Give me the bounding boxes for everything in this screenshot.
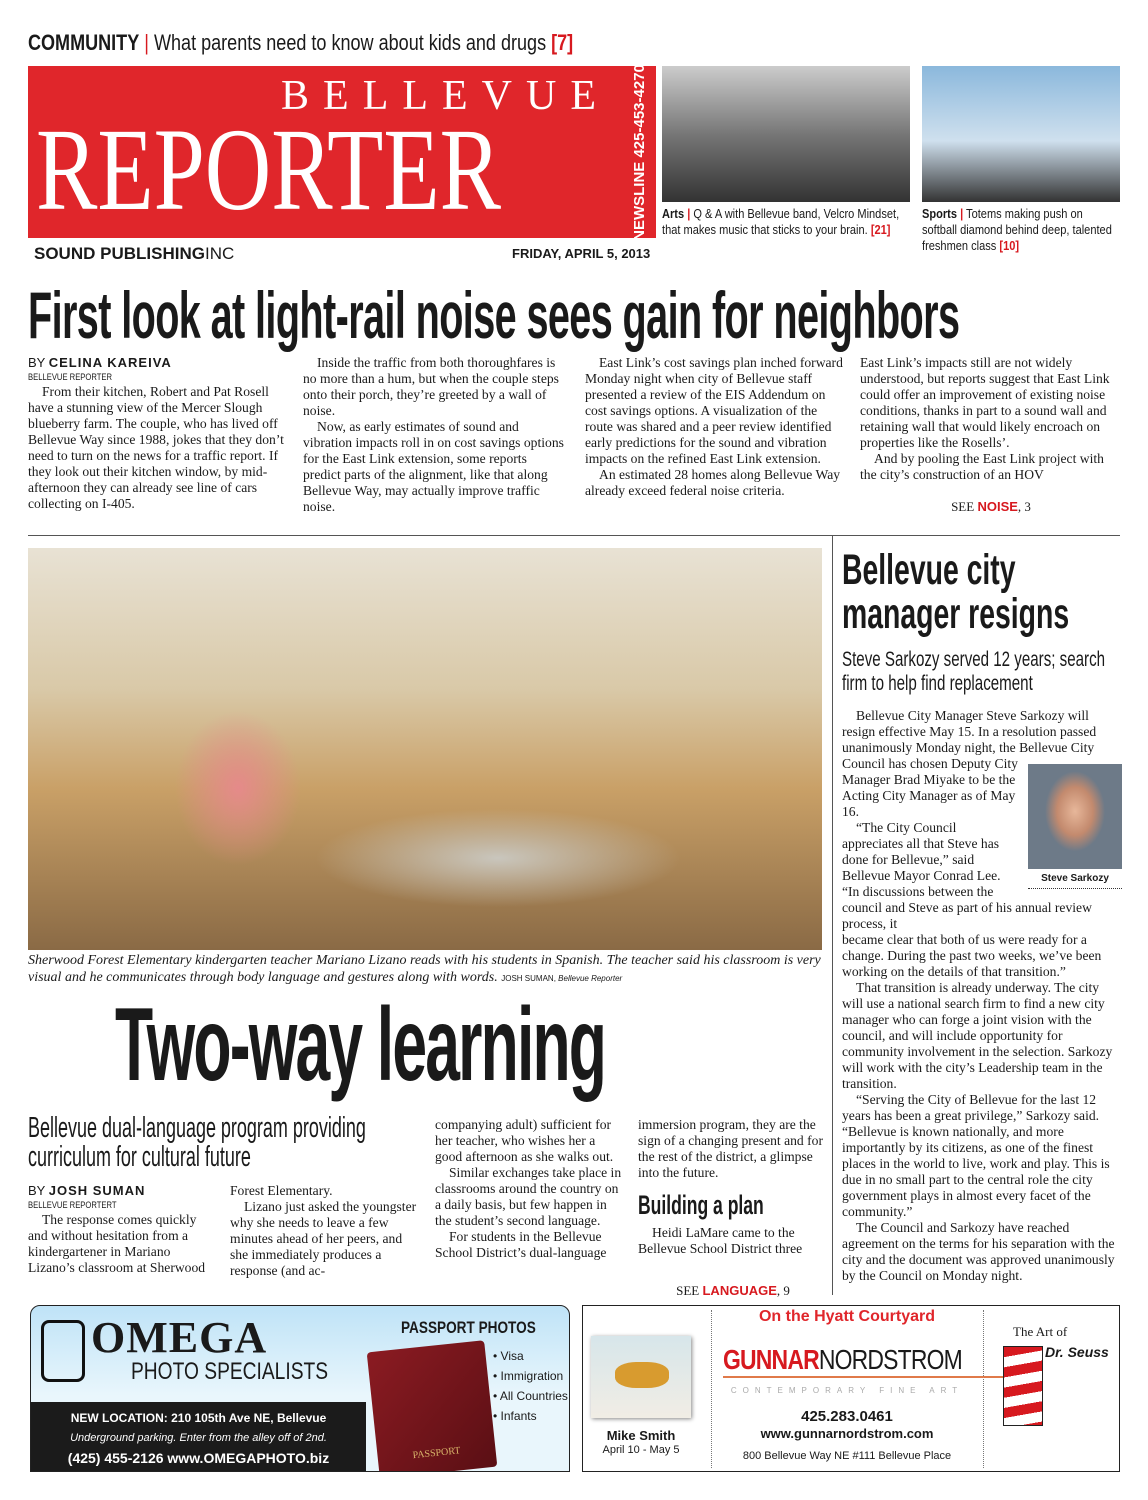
- horse-painting: [591, 1336, 691, 1418]
- publisher: SOUND PUBLISHINGINC: [34, 244, 235, 263]
- lead-headline[interactable]: First look at light-rail noise sees gain for neighbors: [28, 278, 960, 352]
- sports-promo-photo[interactable]: [922, 66, 1120, 202]
- omega-contact: NEW LOCATION: 210 105th Ave NE, Bellevue Underground parking. Enter from the alley off of 2nd. (425) 455-2126 www.OMEGAPHOTO.biz: [31, 1402, 366, 1472]
- masthead: [28, 63, 656, 241]
- classroom-photo[interactable]: [28, 548, 822, 950]
- lead-col-1: BY CELINA KAREIVA BELLEVUE REPORTER From their kitchen, Robert and Pat Rosell have a stunning view of the Mercer Slough blueberry farm. The couple, who has lived off Bellevue Way since 1988, jokes that they don’t need to turn on the news for a traffic report. If they look out their kitchen window, by mid-afternoon they can already see line of cars collecting on I-405.: [28, 355, 284, 511]
- omega-name: OMEGA: [91, 1313, 268, 1362]
- building-a-plan-heading: Building a plan: [638, 1190, 764, 1220]
- lead-author: CELINA KAREIVA: [48, 355, 172, 370]
- omega-services: • Visa • Immigration • All Countries • Infants: [493, 1349, 568, 1423]
- photo-caption: Sherwood Forest Elementary kindergarten teacher Mariano Lizano reads with his students in Spanish. The teacher said his classroom is very visual and he communicates through body language and gestures along with words. JOSH SUMAN, Bellevue Reporter: [28, 953, 821, 985]
- gunnar-ad[interactable]: Mike Smith April 10 - May 5 On the Hyatt Courtyard GUNNARNORDSTROM CONTEMPORARY FINE ART 425.283.0461 www.gunnarnordstrom.com 800 Bellevue Way NE #111 Bellevue Place The Art of Dr. Seuss: [582, 1305, 1120, 1472]
- camera-logo-icon: [41, 1320, 85, 1382]
- arts-promo-photo[interactable]: [662, 66, 910, 202]
- teaser-sep: |: [144, 30, 149, 55]
- sarkozy-photo-block: Steve Sarkozy: [1028, 764, 1122, 889]
- omega-ad[interactable]: OMEGA PHOTO SPECIALISTS PASSPORT PHOTOS NEW LOCATION: 210 105th Ave NE, Bellevue Underground parking. Enter from the alley off of 2nd. (425) 455-2126 www.OMEGAPHOTO.biz PASSPORT • Visa • Immigration • All Countries • Infants: [30, 1305, 570, 1472]
- section-divider: [28, 535, 1120, 536]
- feature-col-4: immersion program, they are the sign of a changing present and for the rest of the district, a glimpse into the future. Building a plan Heidi LaMare came to the Bellevue School District three SEE LANGUAGE, 9: [638, 1117, 828, 1299]
- feature-col-1: BY JOSH SUMAN BELLEVUE REPORTERT The response comes quickly and without hesitation from a kindergartener in Mariano Lizano’s classroom at Sherwood: [28, 1183, 206, 1275]
- lead-col-2: Inside the traffic from both thoroughfares is no more than a hum, but when the couple steps onto their porch, they’re greeted by a wall of noise. Now, as early estimates of sound and vibration impacts roll in on cost savings options for the East Link extension, some reports predict parts of the alignment, like that along Bellevue Way, may actually improve traffic noise.: [303, 355, 564, 514]
- sidebar-subhead: Steve Sarkozy served 12 years; search firm to help find replacement: [842, 648, 1106, 695]
- lead-col-3: East Link’s cost savings plan inched forward Monday night when city of Bellevue staff presented a review of the EIS Addendum on cost savings options. A visualization of the route was shared and a peer review identified early predictions for the sound and vibration impacts on the refined East Link extension. An estimated 28 homes along Bellevue Way already exceed federal noise criteria.: [585, 355, 843, 498]
- issue-date: FRIDAY, APRIL 5, 2013: [512, 246, 651, 261]
- teaser-section: COMMUNITY: [28, 30, 140, 55]
- teaser-page: [7]: [551, 30, 574, 55]
- lead-col-4: East Link’s impacts still are not widely understood, but reports suggest that East Link could offer an improvement of existing noise conditions, thanks in part to a sound wall and retaining wall that would likely encroach on properties like the Rosells’. And by pooling the East Link project with the city’s construction of an HOV SEE NOISE, 3: [860, 355, 1122, 515]
- sidebar-headline[interactable]: Bellevue city manager resigns: [842, 546, 1070, 638]
- cat-in-hat-illustration: [1003, 1346, 1043, 1426]
- masthead-city: BELLEVUE: [281, 73, 610, 119]
- see-language-link[interactable]: SEE LANGUAGE, 9: [676, 1283, 790, 1298]
- feature-col-3: companying adult) sufficient for her teacher, who wishes her a good afternoon as she walks out. Similar exchanges take place in classrooms around the country on a daily basis, but few happen in the student’s second language. For students in the Bellevue School District’s dual-language: [435, 1117, 622, 1260]
- newsline: NEWSLINE 425-453-4270: [630, 63, 648, 241]
- teaser-text: What parents need to know about kids and drugs: [153, 30, 547, 55]
- feature-subhead: Bellevue dual-language program providing curriculum for cultural future: [28, 1112, 366, 1173]
- sidebar-body: Bellevue City Manager Steve Sarkozy will resign effective May 15. In a resolution passed unanimously Monday night, the Bellevue City Steve Sarkozy Council has chosen Deputy City Manager Brad Miyake to be the Acting City Manager as of May 16. “The City Council appreciates all that Steve has done for Bellevue,” said Bellevue Mayor Conrad Lee. “In discussions between the council and Steve as part of his annual review process, it became clear that both of us were ready for a change. During the past two weeks, we’ve been working on the details of that transition.” That transition is already underway. The city will use a national search firm to find a new city manager who can forge a joint vision with the council, and will include opportunity for community involvement in the selection. Sarkozy will work with the city’s Leadership team in the transition. “Serving the City of Bellevue for the last 12 years has been a great privilege,” Sarkozy said. “Bellevue is known nationally, and more importantly by its citizens, as one of the finest places in the world to live, work and play. This is due in no small part to the central role the city government plays in almost every facet of the community.” The Council and Sarkozy have reached agreement on the terms for his separation with the city and the document was approved unanimously by the Council on Monday night.: [842, 708, 1122, 1284]
- column-divider: [832, 535, 833, 1295]
- top-teaser[interactable]: [28, 30, 693, 56]
- arts-promo[interactable]: Arts | Q & A with Bellevue band, Velcro Mindset, that makes music that sticks to your brain. [21]: [662, 206, 900, 237]
- masthead-logo: REPORTER: [36, 104, 501, 235]
- passport-image: PASSPORT: [367, 1340, 498, 1472]
- see-noise-link[interactable]: SEE NOISE, 3: [951, 499, 1031, 514]
- sports-promo[interactable]: Sports | Totems making push on softball diamond behind deep, talented freshmen class [10]: [922, 206, 1112, 253]
- feature-col-2: Forest Elementary. Lizano just asked the youngster why she needs to leave a few minutes ahead of her peers, and she immediately produces a response (and ac-: [230, 1183, 417, 1278]
- feature-headline[interactable]: Two-way learning: [115, 987, 606, 1103]
- sarkozy-photo: [1028, 764, 1122, 869]
